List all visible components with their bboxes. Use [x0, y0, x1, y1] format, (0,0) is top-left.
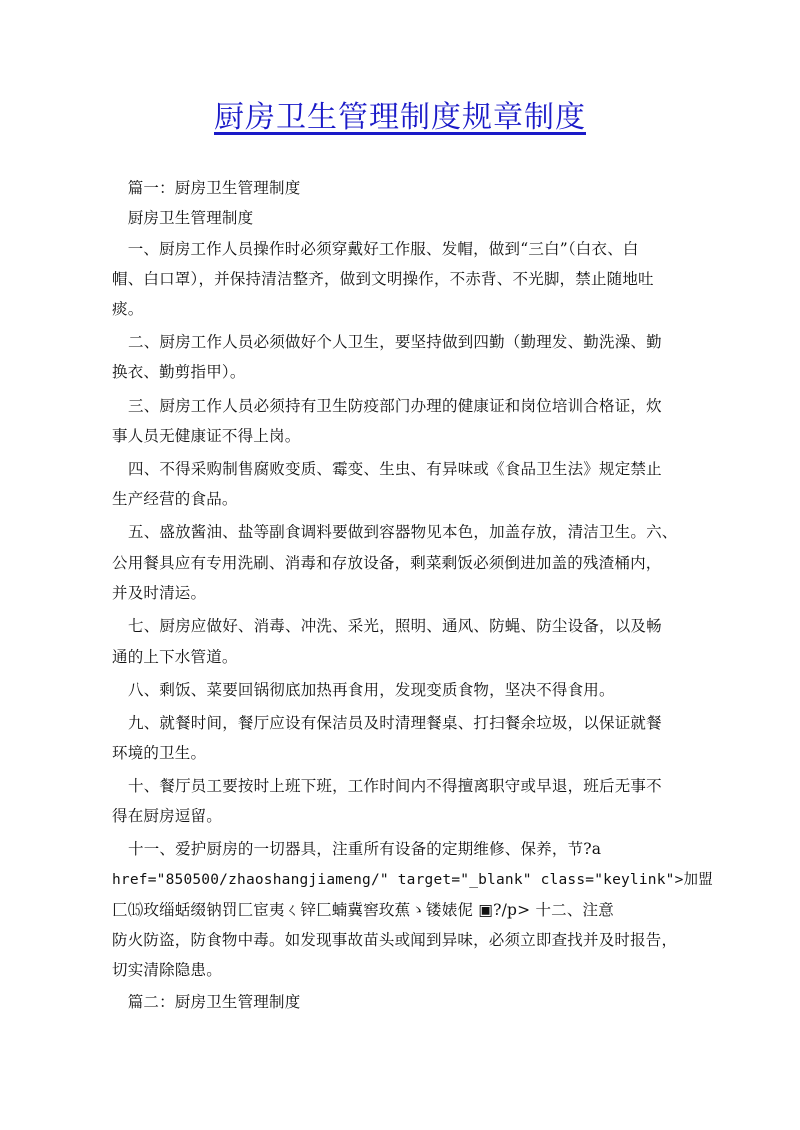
- paragraph-line: 切实清除隐患。: [112, 961, 222, 979]
- paragraph-line: 事人员无健康证不得上岗。: [112, 427, 301, 445]
- paragraph-line: 五、盛放酱油、盐等副食调料要做到容器物见本色，加盖存放，清洁卫生。六、: [128, 523, 678, 541]
- paragraph-line: 公用餐具应有专用洗刷、消毒和存放设备，剩菜剩饭必须倒进加盖的残渣桶内，: [112, 554, 662, 572]
- paragraph-line: 二、厨房工作人员必须做好个人卫生，要坚持做到四勤（勤理发、勤洗澡、勤: [128, 333, 662, 351]
- paragraph-line: 八、剩饭、菜要回锅彻底加热再食用，发现变质食物，坚决不得食用。: [128, 681, 615, 699]
- paragraph-line: 换衣、勤剪指甲）。: [112, 363, 246, 381]
- paragraph-line: 生产经营的食品。: [112, 490, 238, 508]
- paragraph-line: 防火防盗，防食物中毒。如发现事故苗头或闻到异味，必须立即查找并及时报告，: [112, 931, 678, 949]
- garbled-text-line: 匚⒂玫缁蛞缀钠罚匚宦夷ㄑ锌匚蝻冀窖玫蕉ゝ镂婊伲 ▣?/p> 十二、注意: [112, 901, 614, 919]
- paragraph-line: 并及时清运。: [112, 584, 207, 602]
- paragraph-line: 十一、爱护厨房的一切器具，注重所有设备的定期维修、保养，节?a: [128, 840, 602, 858]
- garbled-html-line: href="850500/zhaoshangjiameng/" target="_blank" class="keylink">加盟: [112, 872, 713, 888]
- paragraph-line: 一、厨房工作人员操作时必须穿戴好工作服、发帽，做到“三白”（白衣、白: [112, 240, 639, 258]
- paragraph-line: 得在厨房逗留。: [112, 807, 222, 825]
- paragraph-line: 十、餐厅员工要按时上班下班，工作时间内不得擅离职守或早退，班后无事不: [128, 777, 662, 795]
- paragraph-line: 帽、白口罩），并保持清洁整齐，做到文明操作，不赤背、不光脚，禁止随地吐: [112, 270, 654, 288]
- paragraph-line: 环境的卫生。: [112, 744, 207, 762]
- section-heading: 篇一：厨房卫生管理制度: [112, 179, 301, 197]
- paragraph-line: 通的上下水管道。: [112, 648, 238, 666]
- paragraph-line: 痰。: [112, 300, 144, 318]
- section-heading: 篇二：厨房卫生管理制度: [112, 993, 301, 1011]
- subheading: 厨房卫生管理制度: [112, 209, 254, 227]
- paragraph-line: 四、不得采购制售腐败变质、霉变、生虫、有异味或《食品卫生法》规定禁止: [128, 460, 662, 478]
- document-title: 厨房卫生管理制度规章制度: [214, 100, 586, 135]
- paragraph-line: 七、厨房应做好、消毒、冲洗、采光，照明、通风、防蝇、防尘设备，以及畅: [128, 617, 662, 635]
- paragraph-line: 三、厨房工作人员必须持有卫生防疫部门办理的健康证和岗位培训合格证，炊: [128, 397, 662, 415]
- paragraph-line: 九、就餐时间，餐厅应设有保洁员及时清理餐桌、打扫餐余垃圾，以保证就餐: [128, 714, 662, 732]
